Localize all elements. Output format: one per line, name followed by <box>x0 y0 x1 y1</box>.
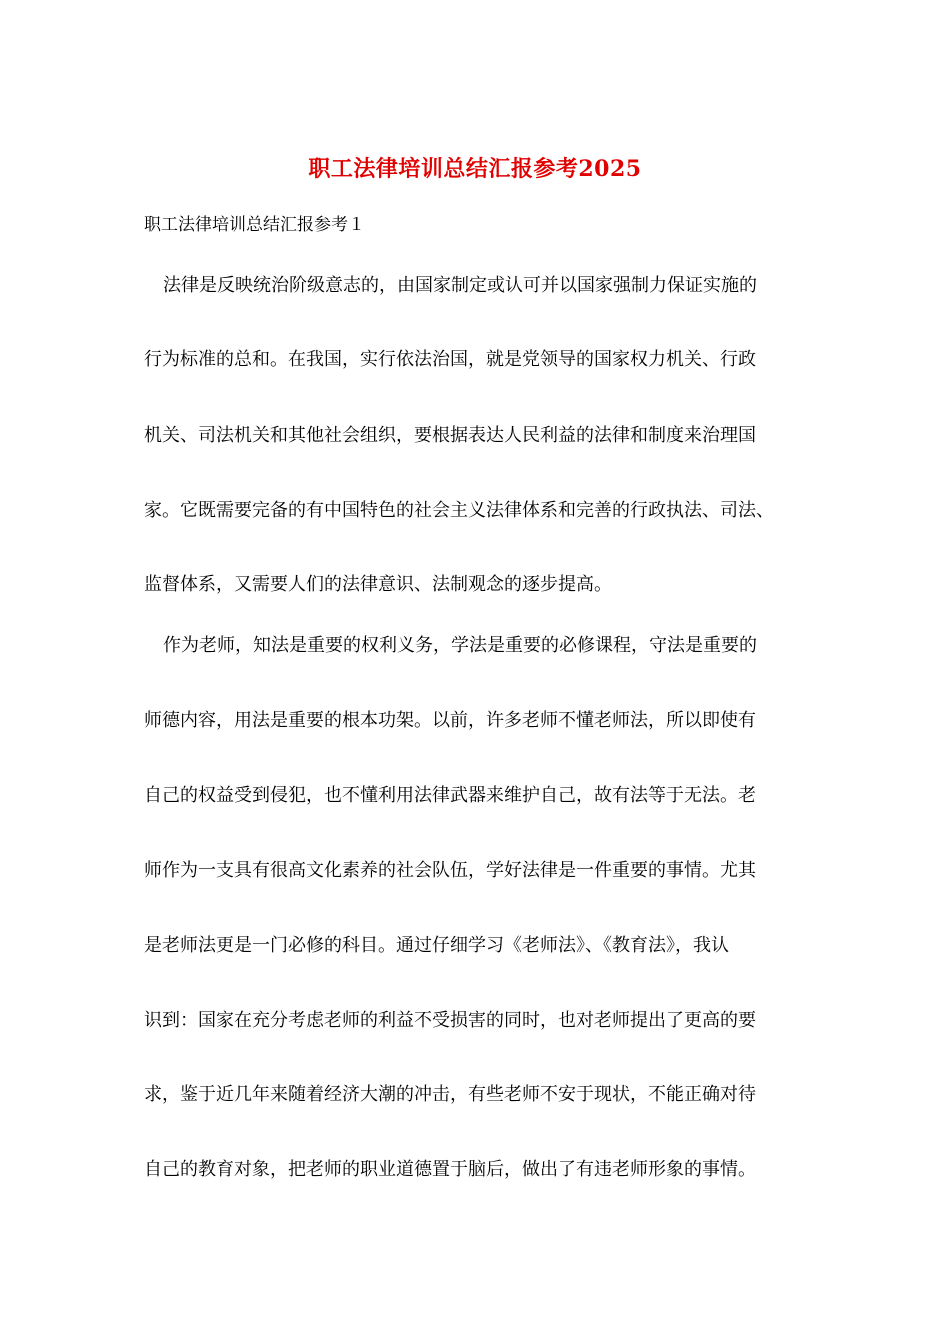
paragraph-line: 法律是反映统治阶级意志的，由国家制定或认可并以国家强制力保证实施的 <box>163 275 757 296</box>
paragraph-line: 作为老师，知法是重要的权利义务，学法是重要的必修课程，守法是重要的 <box>163 635 757 656</box>
paragraph-line: 机关、司法机关和其他社会组织，要根据表达人民利益的法律和制度来治理国 <box>144 425 756 446</box>
paragraph-line: 自己的教育对象，把老师的职业道德置于脑后，做出了有违老师形象的事情。 <box>144 1159 756 1180</box>
paragraph-line: 师作为一支具有很高文化素养的社会队伍，学好法律是一件重要的事情。尤其 <box>144 860 756 881</box>
paragraph-line: 家。它既需要完备的有中国特色的社会主义法律体系和完善的行政执法、司法、 <box>144 500 774 521</box>
paragraph-line: 自己的权益受到侵犯，也不懂利用法律武器来维护自己，故有法等于无法。老 <box>144 785 756 806</box>
paragraph-line: 监督体系，又需要人们的法律意识、法制观念的逐步提高。 <box>144 574 612 595</box>
document-title: 职工法律培训总结汇报参考2025 <box>308 156 642 182</box>
paragraph-line: 是老师法更是一门必修的科目。通过仔细学习《老师法》、《教育法》，我认 <box>144 935 729 956</box>
paragraph-line: 师德内容，用法是重要的根本功架。以前，许多老师不懂老师法，所以即使有 <box>144 710 756 731</box>
paragraph-line: 求，鉴于近几年来随着经济大潮的冲击，有些老师不安于现状，不能正确对待 <box>144 1084 756 1105</box>
paragraph-line: 识到：国家在充分考虑老师的利益不受损害的同时，也对老师提出了更高的要 <box>144 1010 756 1031</box>
section-heading: 职工法律培训总结汇报参考１ <box>144 215 365 235</box>
paragraph-line: 行为标准的总和。在我国，实行依法治国，就是党领导的国家权力机关、行政 <box>144 349 756 370</box>
